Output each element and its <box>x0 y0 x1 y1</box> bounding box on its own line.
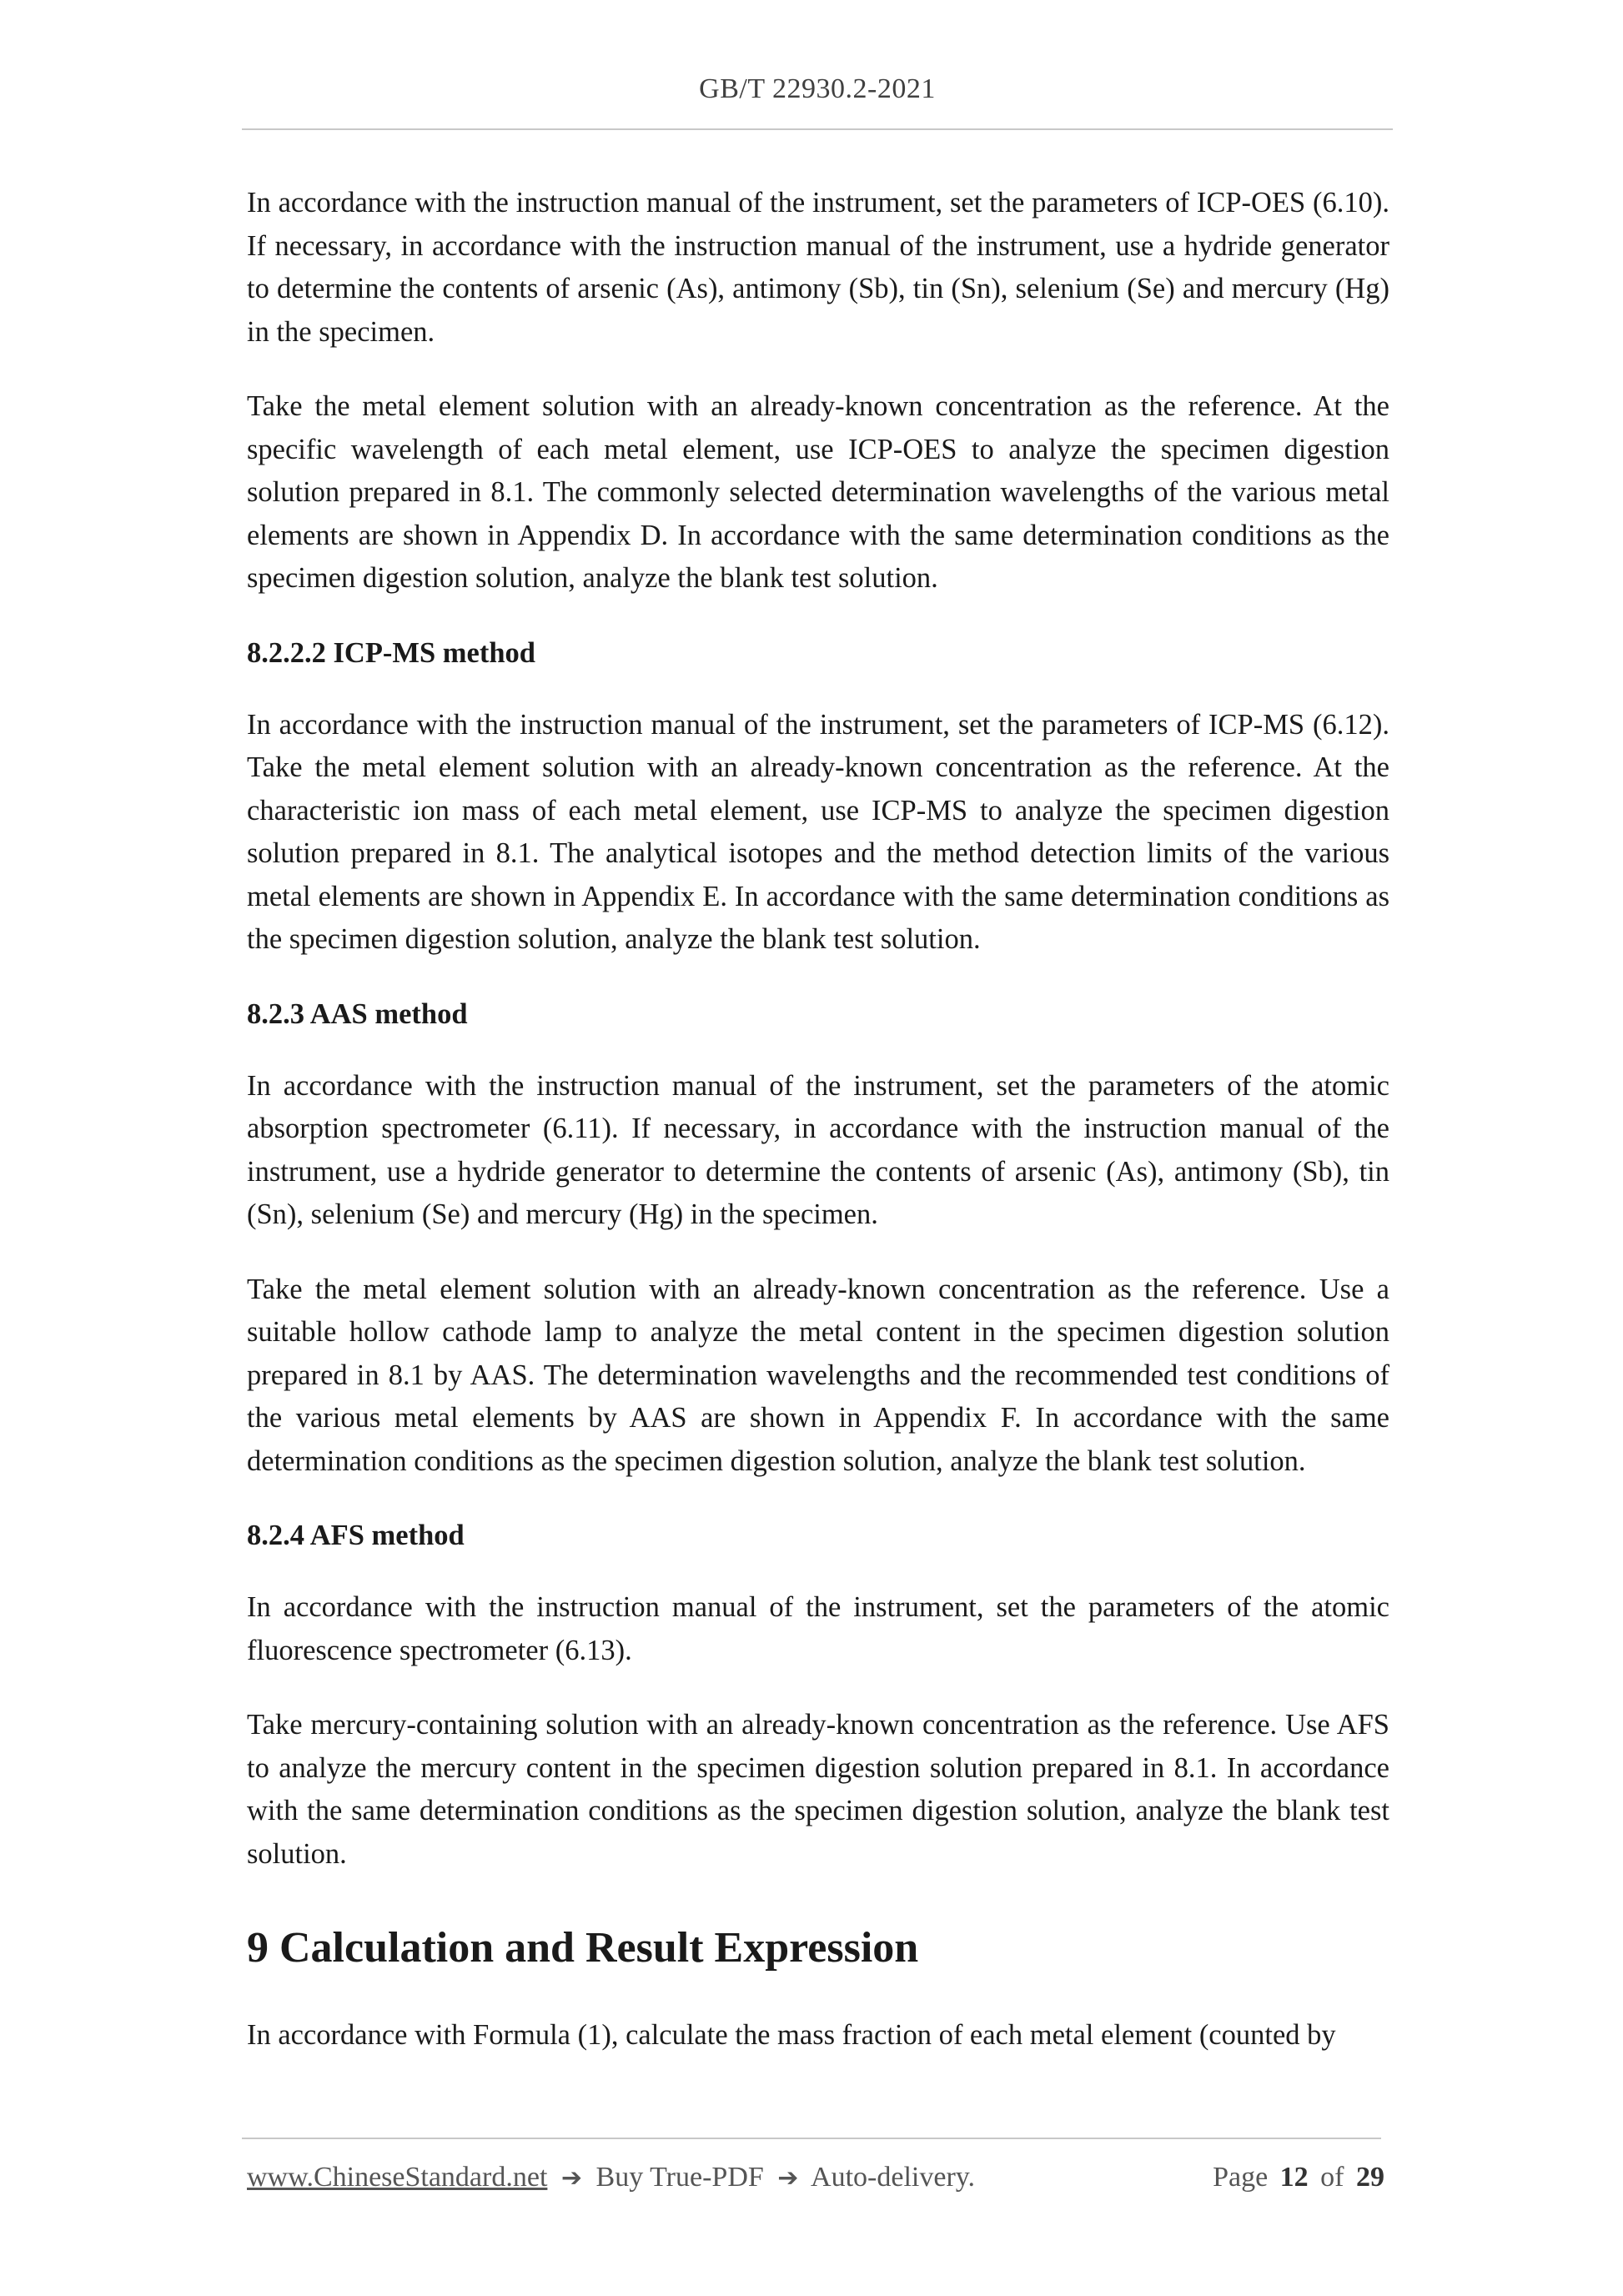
site-link[interactable]: www.ChineseStandard.net <box>247 2162 548 2193</box>
paragraph-aas-analysis: Take the metal element solution with an already-known concentration as the reference. Use a suitable hollow cathode lamp to analyze the metal content in the specimen digestion solution prepared in 8.1 by AAS. The determination wavelengths and the recommended test conditions of the various metal elements by AAS are shown in Appendix F. In accordance with the same determination conditions as the specimen digestion solution, analyze the blank test solution. <box>247 1273 1389 1477</box>
right-arrow-icon: ➔ <box>560 2163 583 2193</box>
heading-8-2-2-2: 8.2.2.2 ICP-MS method <box>247 636 535 669</box>
of-label: of <box>1320 2162 1344 2193</box>
standard-id: GB/T 22930.2-2021 <box>699 73 936 104</box>
page-footer <box>247 2162 1384 2193</box>
footer-promo <box>247 2162 975 2193</box>
page-label: Page <box>1213 2162 1269 2193</box>
paragraph-calculation: In accordance with Formula (1), calculate the mass fraction of each metal element (counted by <box>247 2019 1336 2051</box>
heading-8-2-3: 8.2.3 AAS method <box>247 997 468 1030</box>
heading-section-9: 9 Calculation and Result Expression <box>247 1924 919 1972</box>
page-current: 12 <box>1279 2162 1309 2193</box>
paragraph-afs-analysis: Take mercury-containing solution with an already-known concentration as the reference. Use AFS to analyze the mercury content in the specimen digestion solution prepared in 8.1. In accordance with the same determination conditions as the specimen digestion solution, analyze the blank test solution. <box>247 1709 1389 1870</box>
heading-8-2-4: 8.2.4 AFS method <box>247 1520 465 1551</box>
paragraph-afs-setup: In accordance with the instruction manual of the instrument, set the parameters of the atomic fluorescence spectrometer (6.13). <box>247 1591 1389 1666</box>
paragraph-icp-oes-analysis: Take the metal element solution with an already-known concentration as the reference. At the specific wavelength of each metal element, use ICP-OES to analyze the specimen digestion solution prepared in 8.1. The commonly selected determination wavelengths of the various metal elements are shown in Appendix D. In accordance with the same determination conditions as the specimen digestion solution, analyze the blank test solution. <box>247 390 1389 594</box>
header-divider <box>242 128 1393 130</box>
page-indicator <box>1208 2162 1384 2193</box>
paragraph-icp-oes-setup: In accordance with the instruction manual of the instrument, set the parameters of ICP-OES (6.10). If necessary, in accordance with the instruction manual of the instrument, use a hydride generator to determine the contents of arsenic (As), antimony (Sb), tin (Sn), selenium (Se) and mercury (Hg) in the specimen. <box>247 187 1389 348</box>
document-header <box>242 73 1393 105</box>
buy-text: Buy True-PDF <box>595 2162 764 2193</box>
right-arrow-icon: ➔ <box>777 2163 799 2193</box>
page-content <box>247 182 1389 2089</box>
footer-divider <box>242 2138 1381 2139</box>
paragraph-icp-ms: In accordance with the instruction manual of the instrument, set the parameters of ICP-MS (6.12). Take the metal element solution with an already-known concentration as the reference. At the characteristic ion mass of each metal element, use ICP-MS to analyze the specimen digestion solution prepared in 8.1. The analytical isotopes and the method detection limits of the various metal elements are shown in Appendix E. In accordance with the same determination conditions as the specimen digestion solution, analyze the blank test solution. <box>247 708 1389 955</box>
page-total: 29 <box>1356 2162 1384 2193</box>
paragraph-aas-setup: In accordance with the instruction manual of the instrument, set the parameters of the atomic absorption spectrometer (6.11). If necessary, in accordance with the instruction manual of the instrument, use a hydride generator to determine the contents of arsenic (As), antimony (Sb), tin (Sn), selenium (Se) and mercury (Hg) in the specimen. <box>247 1069 1389 1230</box>
delivery-text: Auto-delivery. <box>811 2162 976 2193</box>
